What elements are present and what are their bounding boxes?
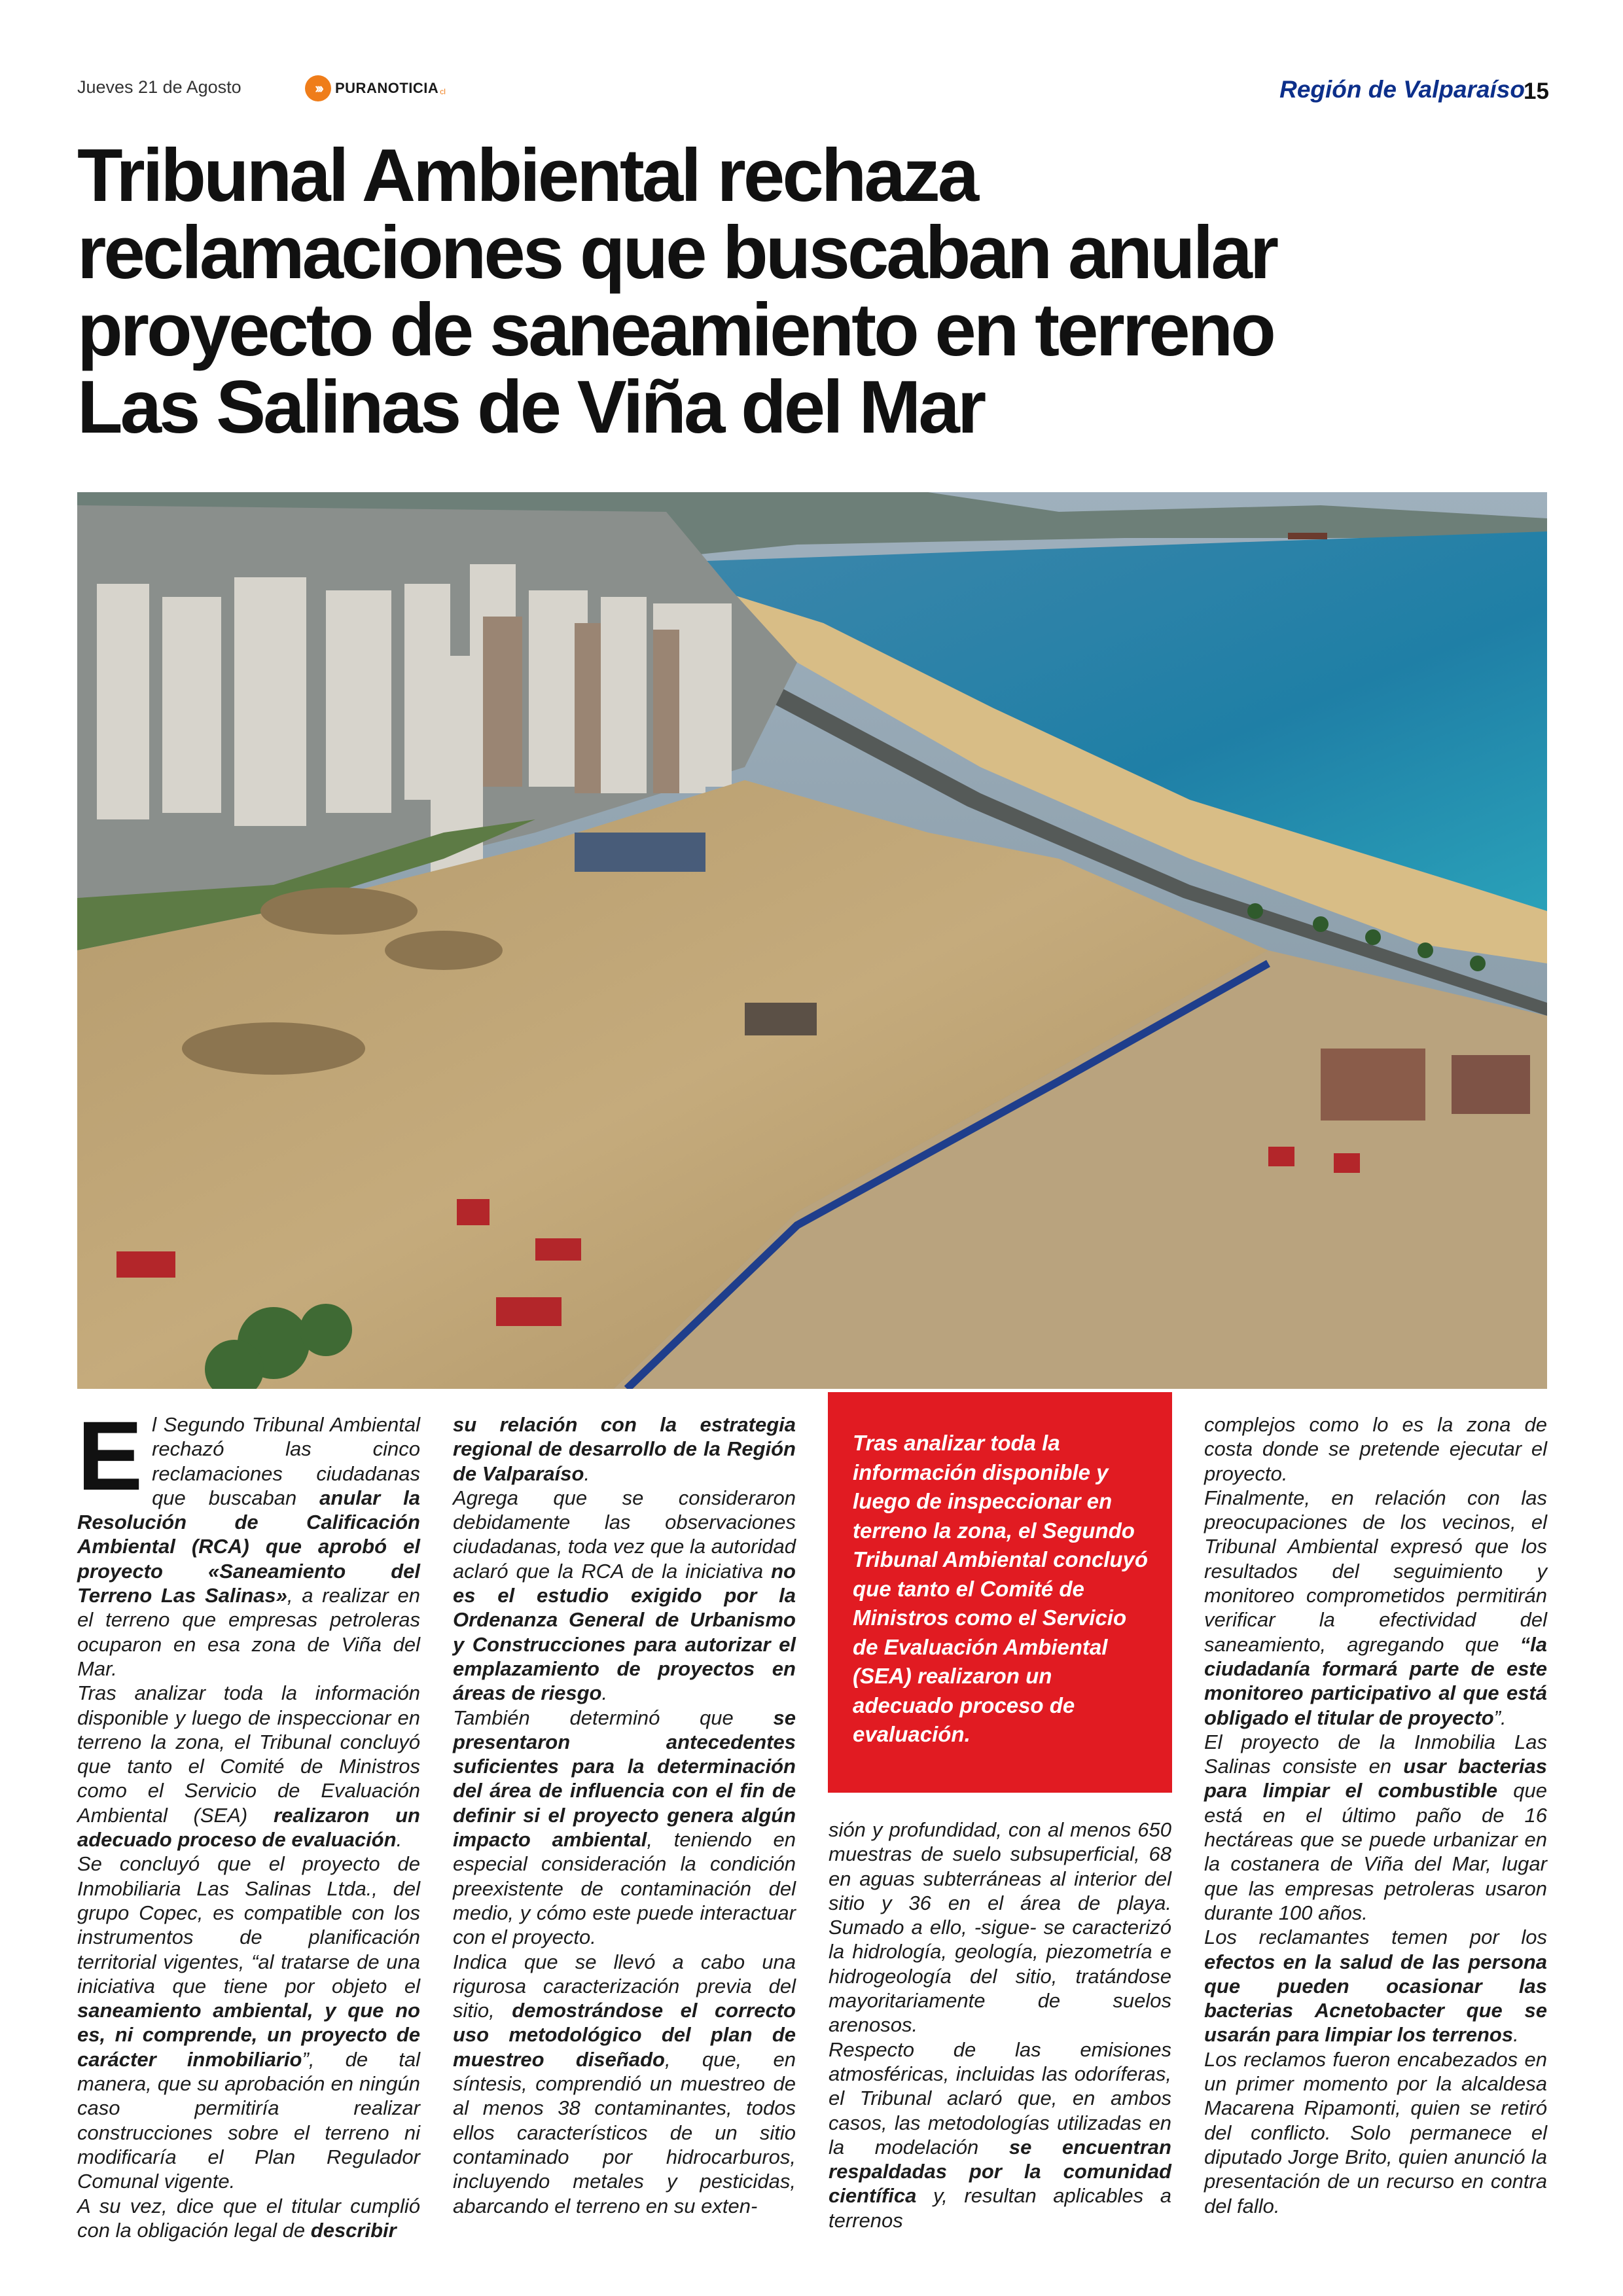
headline-line: proyecto de saneamiento en terreno xyxy=(77,289,1274,372)
paragraph: Agrega que se consideraron debidamente las observaciones ciudadanas, toda vez que la autoridad aclaró que la RCA de la iniciativa no es el estudio exigido por la Ordenanza General de Urbanismo y Construcciones para autorizar el emplazamiento de proyectos en áreas de riesgo. xyxy=(453,1486,796,1705)
article-column-2 xyxy=(453,1412,796,2218)
pull-quote-box: Tras analizar toda la información disponible y luego de inspeccionar en terreno la zona, el Segundo Tribunal Ambiental concluyó que tanto el Comité de Ministros como el Servicio de Evaluación Ambiental (SEA) realizaron un adecuado proceso de evaluación. xyxy=(828,1392,1172,1793)
headline-line: reclamaciones que buscaban anular xyxy=(77,211,1277,295)
paragraph: También determinó que se presentaron antecedentes suficientes para la determinación del área de influencia con el fin de definir si el proyecto genera algún impacto ambiental, teniendo en especial consideración la condición preexistente de contaminación del medio, y cómo este puede interactuar con el proyecto. xyxy=(453,1706,796,1949)
logo-suffix: cl xyxy=(440,87,446,96)
section-title: Región de Valparaíso xyxy=(1279,76,1525,103)
puranoticia-logo xyxy=(305,74,446,103)
aerial-photo xyxy=(77,492,1547,1389)
paragraph: Indica que se llevó a cabo una rigurosa caracterización previa del sitio, demostrándose el correcto uso metodológico del plan de muestreo diseñado, que, en síntesis, comprendió un muestreo de al menos 38 contaminantes, todos ellos característicos de un sitio contaminado por hidrocarburos, incluyendo metales y pesticidas, abarcando el terreno en su exten- xyxy=(453,1950,796,2217)
paragraph: Se concluyó que el proyecto de Inmobiliaria Las Salinas Ltda., del grupo Copec, es compatible con los instrumentos de planificación territorial vigentes, “al tratarse de una iniciativa que tiene por objeto el saneamiento ambiental, y que no es, ni comprende, un proyecto de carácter inmobiliario”, de tal manera, que su aprobación en ningún caso permitiría realizar construcciones sobre el terreno ni modificaría el Plan Regulador Comunal vigente. xyxy=(77,1852,420,2193)
paragraph: Tras analizar toda la información disponible y luego de inspeccionar en terreno la zona, el Tribunal concluyó que tanto el Comité de Ministros como el Servicio de Evaluación Ambiental (SEA) realizaron un adecuado proceso de evaluación. xyxy=(77,1681,420,1852)
paragraph: Respecto de las emisiones atmosféricas, incluidas las odoríferas, el Tribunal aclaró que, en ambos casos, las metodologías utilizadas en la modelación se encuentran respaldadas por la comunidad científica y, resultan aplicables a terrenos xyxy=(829,2037,1171,2232)
headline-line: Las Salinas de Viña del Mar xyxy=(77,366,984,449)
headline-line: Tribunal Ambiental rechaza xyxy=(77,134,977,217)
paragraph: A su vez, dice que el titular cumplió con la obligación legal de describir xyxy=(77,2194,420,2242)
headline xyxy=(77,134,1556,449)
paragraph: su relación con la estrategia regional de desarrollo de la Región de Valparaíso. xyxy=(453,1413,796,1485)
page-number: 15 xyxy=(1524,79,1549,104)
paragraph: complejos como lo es la zona de costa donde se pretende ejecutar el proyecto. xyxy=(1204,1413,1547,1485)
paragraph: El proyecto de la Inmobilia Las Salinas consiste en usar bacterias para limpiar el combustible que está en el último paño de 16 hectáreas que se puede urbanizar en la costanera de Viña del Mar, lugar que las empresas petroleras usaron durante 100 años. xyxy=(1204,1730,1548,1924)
article-column-3 xyxy=(829,1818,1171,2233)
article-column-4 xyxy=(1204,1412,1547,2218)
paragraph: Los reclamantes temen por los efectos en la salud de las persona que pueden ocasionar las bacterias Acnetobacter que se usarán para limpiar los terrenos. xyxy=(1204,1926,1547,2047)
drop-cap: E xyxy=(77,1401,143,1511)
paragraph: l Segundo Tribunal Ambiental rechazó las cinco reclamaciones ciudadanas que buscaban anular la Resolución de Calificación Ambiental (RCA) que aprobó el proyecto «Saneamiento del Terreno Las Salinas», a realizar en el terreno que empresas petroleras ocuparon en esa zona de Viña del Mar. xyxy=(77,1413,420,1680)
logo-chevrons-icon: ››› xyxy=(305,75,331,101)
article-column-1 xyxy=(77,1401,420,2242)
paragraph: Los reclamos fueron encabezados en un primer momento por la alcaldesa Macarena Ripamonti, quien se retiró del conflicto. Solo permanece el diputado Jorge Brito, quien anunció la presentación de un recurso en contra del fallo. xyxy=(1204,2047,1547,2217)
issue-date: Jueves 21 de Agosto xyxy=(77,77,241,97)
paragraph: Finalmente, en relación con las preocupaciones de los vecinos, el Tribunal Ambiental expresó que los resultados del seguimiento y monitoreo comprometidos permitirán verificar la efectividad del saneamiento, agregando que “la ciudadanía formará parte de este monitoreo participativo al que está obligado el titular de proyecto”. xyxy=(1204,1486,1547,1729)
logo-text: PURANOTICIA xyxy=(335,80,439,96)
paragraph: sión y profundidad, con al menos 650 muestras de suelo subsuperficial, 68 en aguas subterráneas al interior del sitio y 36 en el área de playa. Sumado a ello, -sigue- se caracterizó la hidrología, geología, piezometría e hidrogeología del sitio, tratándose mayoritariamente de suelos arenosos. xyxy=(829,1818,1171,2037)
